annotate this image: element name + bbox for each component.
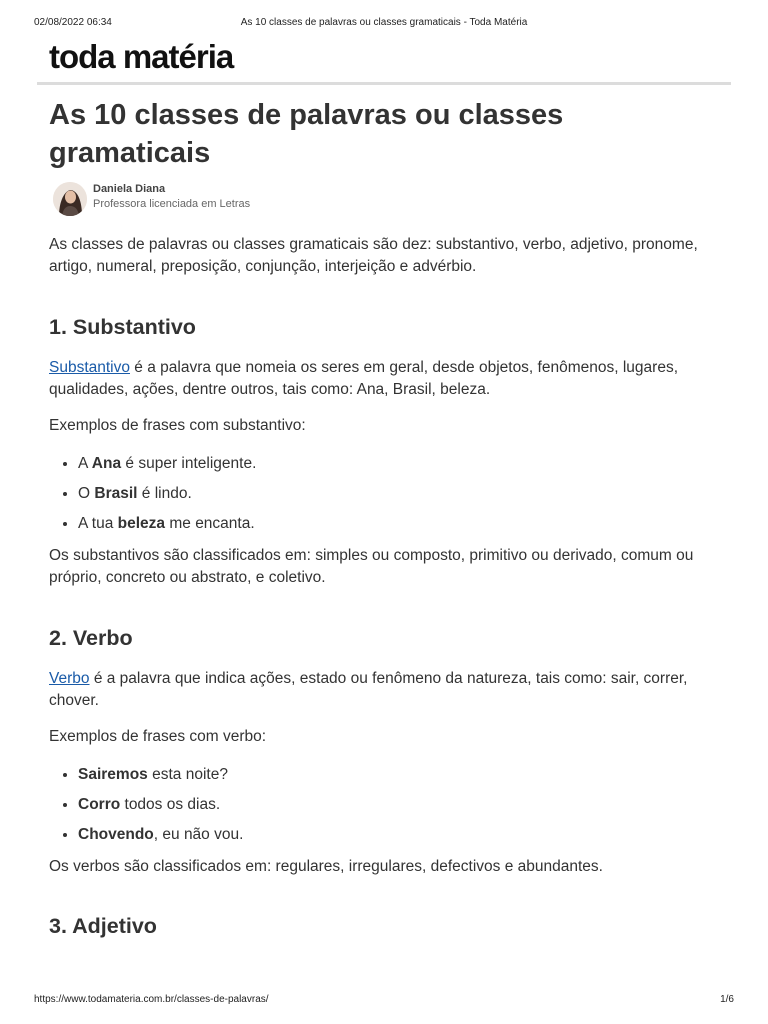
section-heading-substantivo: 1. Substantivo [49,315,196,339]
example-text: todos os dias. [120,796,221,813]
print-doc-title: As 10 classes de palavras ou classes gramaticais - Toda Matéria [240,17,528,28]
example-text: O [78,485,95,502]
author-byline [49,182,728,222]
section-heading-adjetivo: 3. Adjetivo [49,914,157,938]
example-keyword: beleza [117,515,166,532]
example-text: A tua [78,515,118,532]
print-footer [34,994,734,1008]
definition-verbo-text: é a palavra que indica ações, estado ou fenômeno da natureza, tais como: sair, correr, chover. [49,670,688,709]
list-item [78,453,728,475]
examples-label-verbo: Exemplos de frases com verbo: [49,728,267,745]
example-text: me encanta. [165,515,255,532]
header-divider [37,82,731,85]
site-logo[interactable]: toda matéria [49,38,234,75]
classification-verbo: Os verbos são classificados em: regulares, irregulares, defectivos e abundantes. [49,858,603,875]
example-text: esta noite? [147,766,228,783]
article-title: As 10 classes de palavras ou classes gramaticais [49,99,564,169]
classification-substantivo: Os substantivos são classificados em: simples ou composto, primitivo ou derivado, comum ou próprio, concreto ou abstrato, e coletivo. [49,547,694,586]
print-page-number: 1/6 [720,994,734,1005]
definition-substantivo [49,357,728,401]
print-url: https://www.todamateria.com.br/classes-de-palavras/ [34,994,269,1005]
examples-list-substantivo [49,453,728,535]
substantivo-link[interactable]: Substantivo [49,359,130,376]
example-keyword: Sairemos [78,766,148,783]
list-item [78,483,728,505]
list-item [78,824,728,846]
examples-label-substantivo: Exemplos de frases com substantivo: [49,417,306,434]
example-text: , eu não vou. [153,826,244,843]
intro-paragraph: As classes de palavras ou classes gramaticais são dez: substantivo, verbo, adjetivo, pronome, artigo, numeral, preposição, conjunção, interjeição e advérbio. [49,236,698,275]
print-datetime: 02/08/2022 06:34 [34,17,112,28]
author-role: Professora licenciada em Letras [93,198,251,210]
example-text: A [78,455,92,472]
article-content [49,96,728,940]
list-item [78,794,728,816]
list-item [78,513,728,535]
list-item [78,764,728,786]
author-avatar [53,182,87,216]
verbo-link[interactable]: Verbo [49,670,90,687]
example-text: é lindo. [137,485,192,502]
example-keyword: Brasil [94,485,138,502]
section-heading-verbo: 2. Verbo [49,626,133,650]
author-name: Daniela Diana [93,183,166,195]
example-keyword: Corro [78,796,121,813]
definition-substantivo-text: é a palavra que nomeia os seres em geral, desde objetos, fenômenos, lugares, qualidades, ações, dentre outros, tais como: Ana, Brasil, beleza. [49,359,678,398]
definition-verbo [49,668,728,712]
example-keyword: Ana [91,455,122,472]
examples-list-verbo [49,764,728,846]
print-header [34,17,734,31]
example-text: é super inteligente. [121,455,257,472]
example-keyword: Chovendo [78,826,154,843]
